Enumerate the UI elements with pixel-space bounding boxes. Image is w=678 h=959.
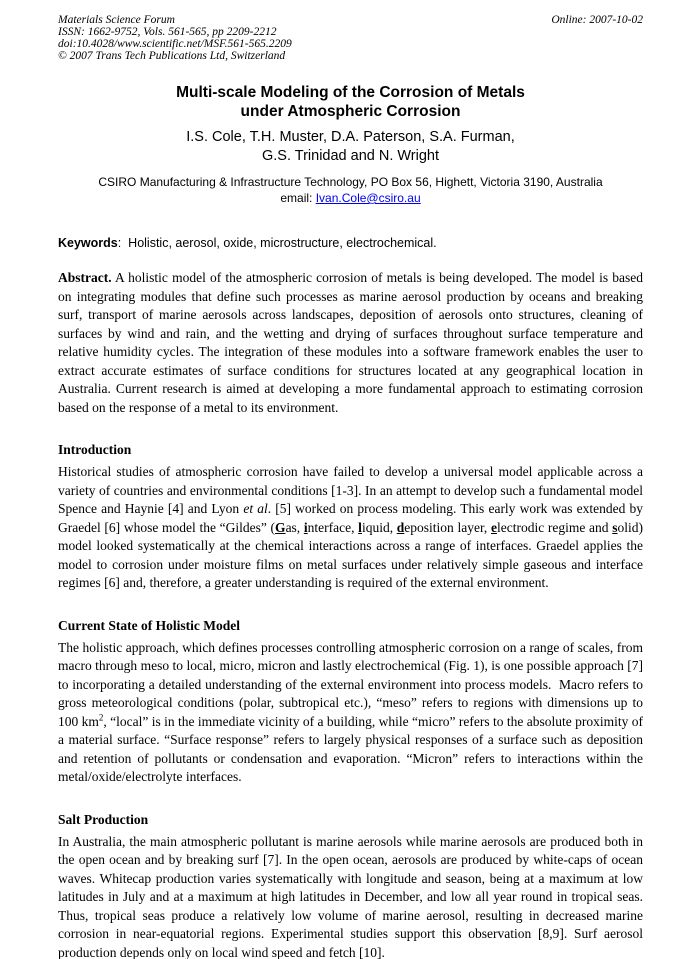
abstract-label: Abstract. — [58, 270, 112, 285]
paper-title-line1: Multi-scale Modeling of the Corrosion of Metals — [176, 84, 525, 101]
paper-title-line2: under Atmospheric Corrosion — [240, 103, 461, 120]
keywords-text: : Holistic, aerosol, oxide, microstructure, electrochemical. — [117, 236, 437, 250]
current-state-text-a: The holistic approach, which defines processes controlling atmospheric corrosion on a range of scales, from macro through meso to local, micro, micron and lastly electrochemical (Fig. 1), is one possible approach [7] to incorporating a detailed understanding of the external environment into process models. Macro refers to gross meteorological conditions (polar, subtropical etc.), “meso” refers to regions with dimensions up to 100 km — [58, 639, 643, 729]
title-block — [58, 83, 643, 206]
gildes-s: s — [612, 519, 618, 535]
gildes-deposition-rest: eposition layer, — [404, 519, 491, 535]
abstract-text: A holistic model of the atmospheric corrosion of metals is being developed. The model is based on integrating modules that define such processes as marine aerosol production by oceans and breaking surf, transport of marine aerosols across landscapes, deposition of aerosols onto structures, cleaning of surfaces by wind and rain, and the wetting and drying of surfaces throughout surface temperature and relative humidity cycles. The integration of these modules into a software framework enables the user to extract accurate estimates of surface conditions for structures located at any geographical location in Australia. Current research is aimed at developing a more fundamental approach to estimating corrosion based on the response of a metal to its environment. — [58, 270, 643, 415]
affiliation: CSIRO Manufacturing & Infrastructure Technology, PO Box 56, Highett, Victoria 3190, Australia — [98, 175, 603, 189]
section-heading-salt-production: Salt Production — [58, 811, 149, 827]
introduction-paragraph — [58, 463, 643, 593]
abstract-paragraph — [58, 269, 643, 417]
authors-line2: G.S. Trinidad and N. Wright — [261, 148, 440, 164]
journal-header — [58, 14, 643, 62]
keywords-label: Keywords — [58, 236, 118, 250]
salt-production-paragraph: In Australia, the main atmospheric pollutant is marine aerosols while marine aerosols are produced both in the open ocean and by breaking surf [7]. In the open ocean, aerosols are produced by white-caps of ocean waves. Whitecap production varies systematically with longitude and season, being at a maximum at low latitudes in July and at a maximum at high latitudes in December, and low all year round in tropical seas. Thus, tropical seas produce a relatively low volume of marine aerosol, resulting in decreased marine corrosion in near-equatorial regions. Experimental studies support this observation [8,9]. Surf aerosol production depends only on local wind speed and fetch [10]. — [58, 833, 643, 959]
journal-issn-line: ISSN: 1662-9752, Vols. 561-565, pp 2209-2212 — [58, 26, 277, 38]
gildes-g: G — [275, 519, 286, 535]
email-label: email: — [280, 191, 316, 205]
online-date: Online: 2007-10-02 — [551, 14, 643, 26]
gildes-d: d — [396, 519, 405, 535]
gildes-solid-rest: olid) model looked systematically at the chemical interactions across a range of interfaces. Graedel applies the model to corrosion under moisture films on metal surfaces under relatively simple gaseous and interface regimes [6] and, therefore, a greater understanding is required of the external environment. — [58, 519, 643, 590]
gildes-electrodic-rest: lectrodic regime and — [496, 519, 613, 535]
gildes-l: l — [358, 519, 362, 535]
keywords-line — [58, 235, 643, 251]
current-state-paragraph — [58, 639, 643, 787]
gildes-interface-rest: nterface, — [307, 519, 359, 535]
gildes-gas-rest: as, — [285, 519, 304, 535]
current-state-text-b: , “local” is in the immediate vicinity of a building, while “micro” refers to the absolute proximity of a material surface. “Surface response” refers to largely physical responses of a surface such as deposition and retention of pollutants or condensation and evaporation. “Micron” refers to interactions within the metal/oxide/electrolyte interfaces. — [58, 713, 643, 784]
km-squared-superscript: 2 — [98, 712, 104, 722]
email-line — [58, 191, 643, 206]
journal-copyright-line: © 2007 Trans Tech Publications Ltd, Switzerland — [58, 50, 286, 62]
email-link[interactable]: Ivan.Cole@csiro.au — [315, 191, 421, 205]
authors-line1: I.S. Cole, T.H. Muster, D.A. Paterson, S.A. Furman, — [186, 129, 515, 145]
et-al-italic: et al — [243, 501, 268, 516]
section-heading-introduction: Introduction — [58, 442, 132, 457]
journal-doi-line: doi:10.4028/www.scientific.net/MSF.561-565.2209 — [58, 38, 292, 50]
authors — [58, 128, 643, 166]
intro-text-a: Historical studies of atmospheric corrosion have failed to develop a universal model applicable across a variety of countries and environmental conditions [1-3]. In an attempt to develop such a fundamental model Spence and Haynie [4] and Lyon — [58, 464, 643, 516]
journal-name: Materials Science Forum — [58, 14, 175, 26]
paper-title — [58, 83, 643, 121]
gildes-e: e — [490, 519, 497, 535]
gildes-liquid-rest: iquid, — [361, 519, 397, 535]
gildes-i: i — [303, 519, 308, 535]
intro-text-b: . [5] worked on process modeling. This early work was extended by Graedel [6] whose model the “Gildes” ( — [58, 501, 643, 535]
journal-info — [58, 14, 292, 62]
section-heading-current-state: Current State of Holistic Model — [58, 617, 240, 633]
